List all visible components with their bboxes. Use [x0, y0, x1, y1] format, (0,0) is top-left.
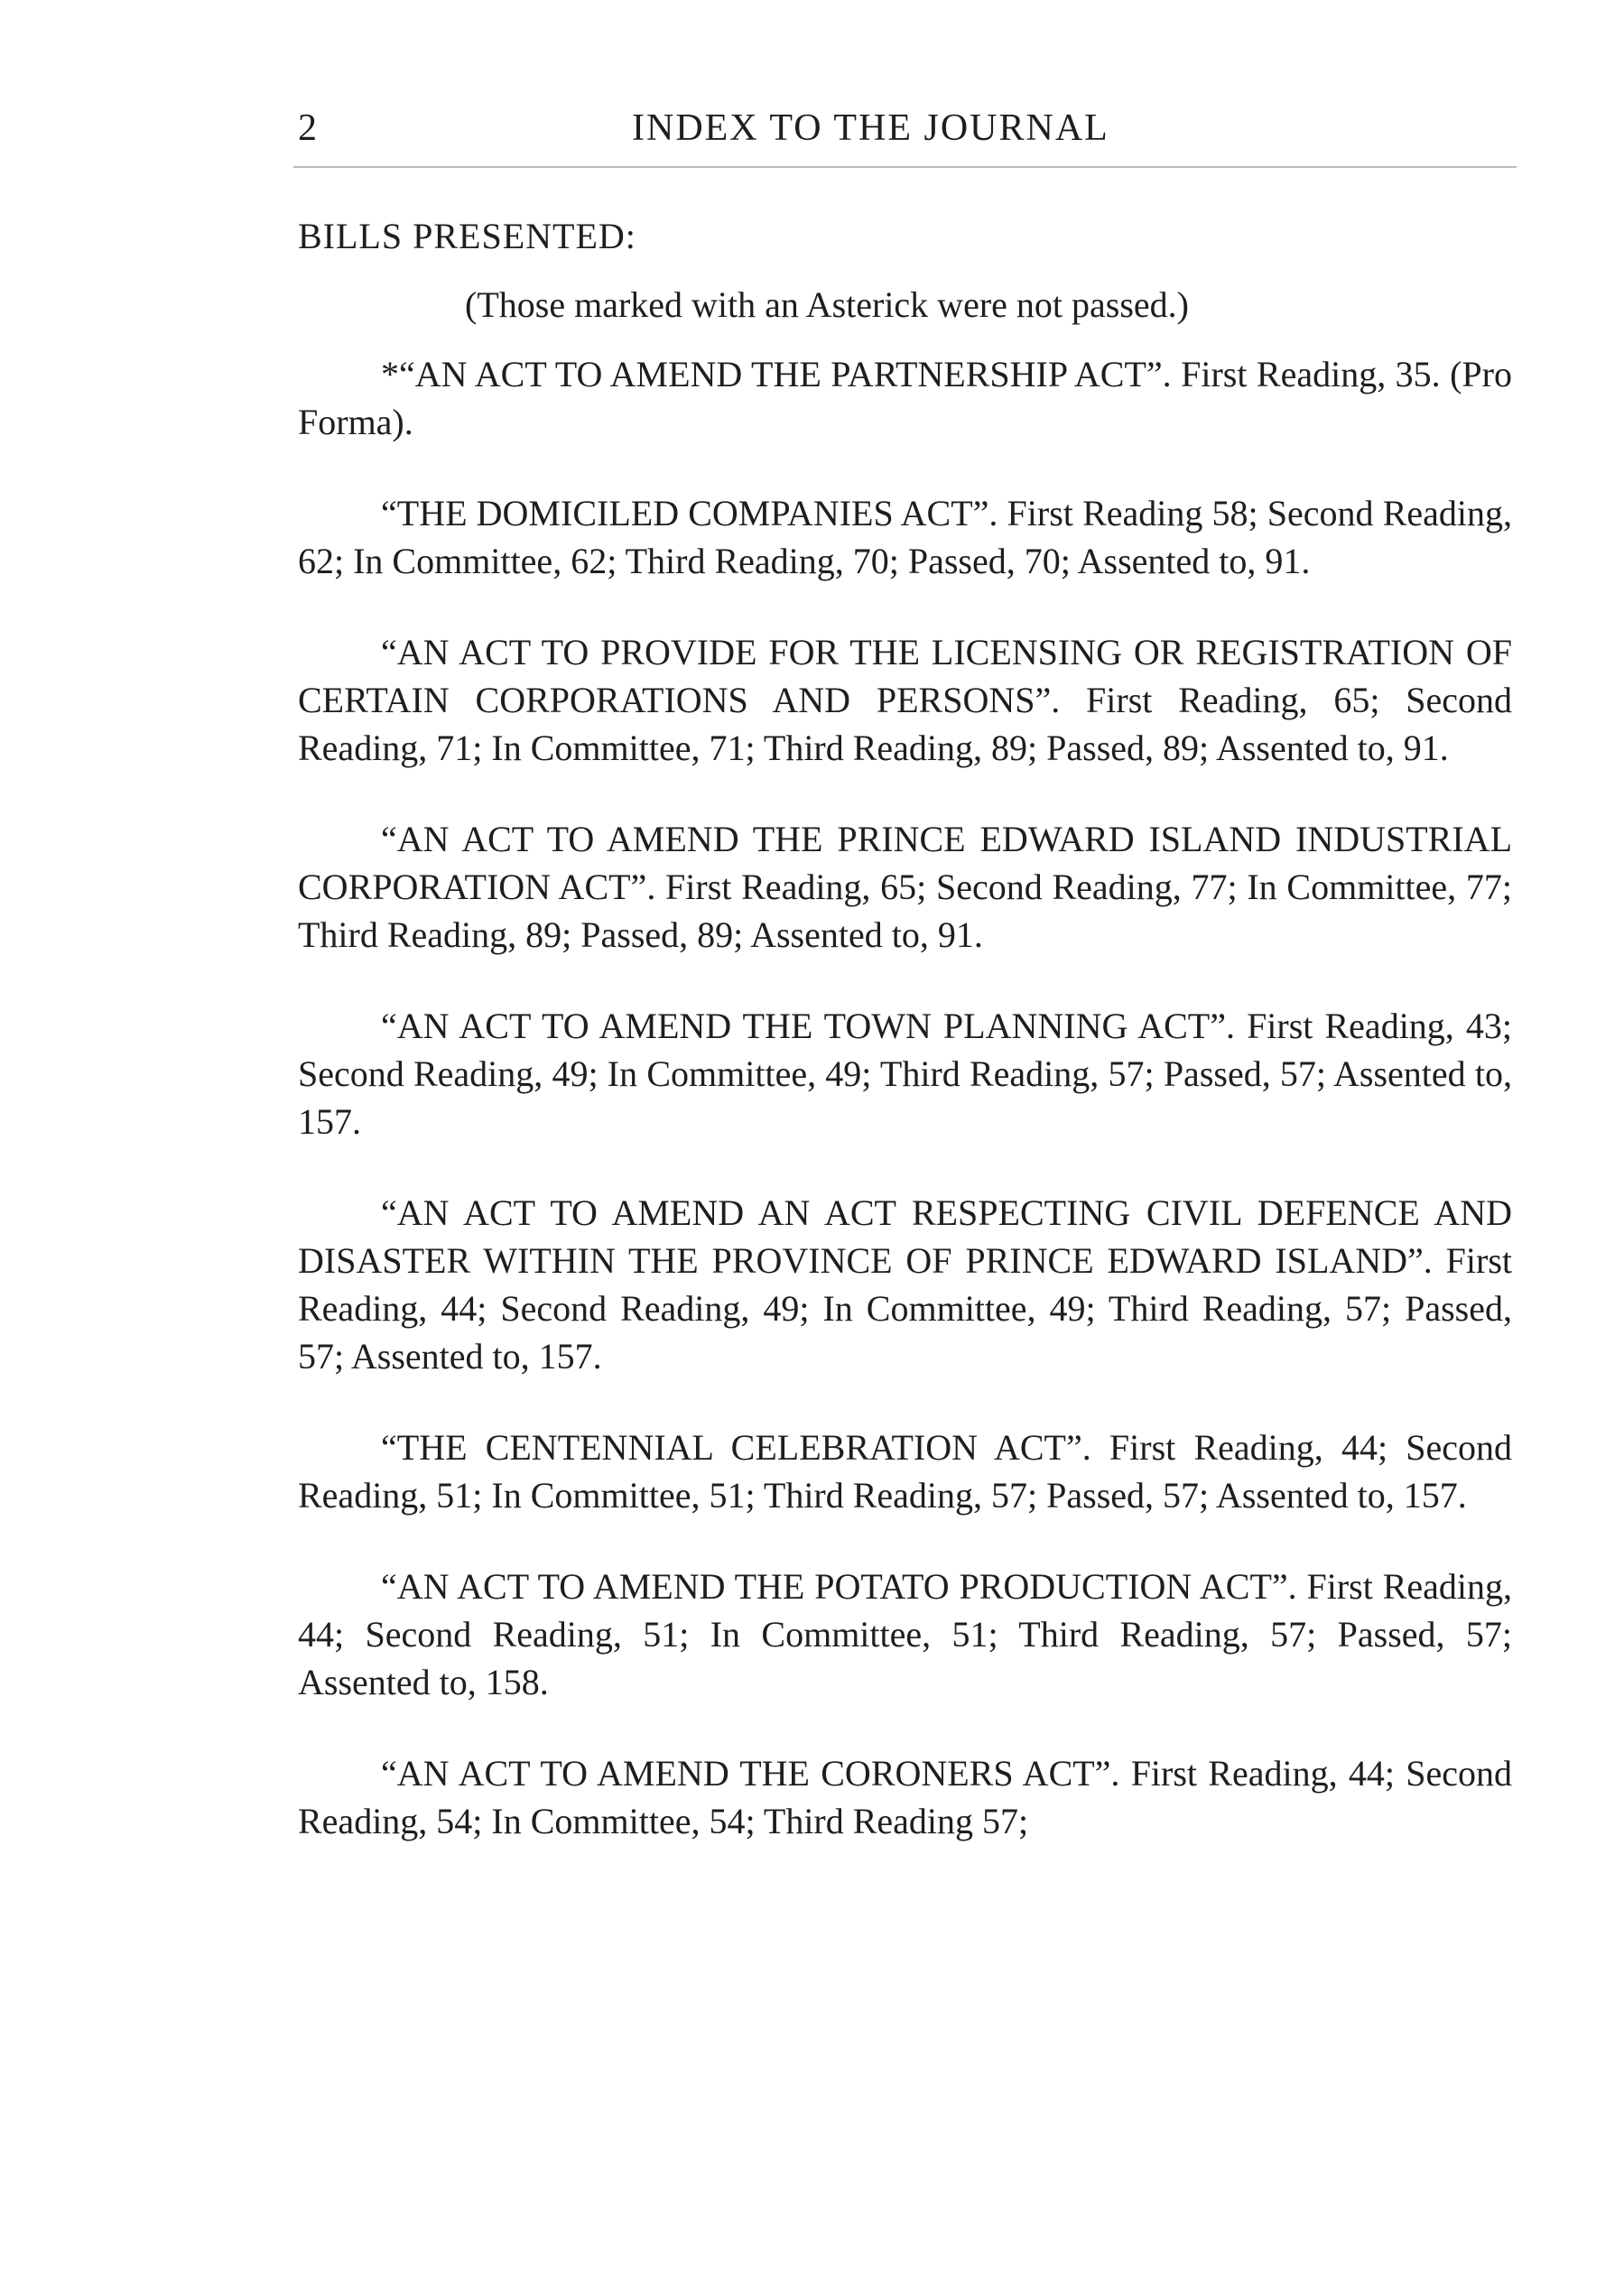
bill-entry: “THE DOMICILED COMPANIES ACT”. First Reading 58; Second Reading, 62; In Committee, 62; Third Reading, 70; Passed, 70; Assented to, 91. — [298, 493, 1512, 581]
bill-entry: *“AN ACT TO AMEND THE PARTNERSHIP ACT”. First Reading, 35. (Pro Forma). — [298, 354, 1512, 442]
bill-entry: “AN ACT TO AMEND THE POTATO PRODUCTION ACT”. First Reading, 44; Second Reading, 51; In Committee, 51; Third Reading, 57; Passed, 57; Assented to, 158. — [298, 1566, 1512, 1702]
bill-entry: “AN ACT TO AMEND THE CORONERS ACT”. First Reading, 44; Second Reading, 54; In Committee, 54; Third Reading 57; — [298, 1753, 1512, 1841]
running-title: INDEX TO THE JOURNAL — [632, 107, 1109, 149]
bill-entry: “THE CENTENNIAL CELEBRATION ACT”. First Reading, 44; Second Reading, 51; In Committee, 51; Third Reading, 57; Passed, 57; Assented to, 157. — [298, 1427, 1512, 1516]
page-header — [298, 101, 1512, 155]
bill-entry: “AN ACT TO AMEND THE PRINCE EDWARD ISLAND INDUSTRIAL CORPORATION ACT”. First Reading, 65; Second Reading, 77; In Committee, 77; Third Reading, 89; Passed, 89; Assented to, 91. — [298, 819, 1512, 955]
bill-entry: “AN ACT TO AMEND AN ACT RESPECTING CIVIL DEFENCE AND DISASTER WITHIN THE PROVINCE OF PRINCE EDWARD ISLAND”. First Reading, 44; Second Reading, 49; In Committee, 49; Third Reading, 57; Passed, 57; Assented to, 157. — [298, 1192, 1512, 1377]
page-number: 2 — [298, 107, 317, 149]
bill-entry: “AN ACT TO AMEND THE TOWN PLANNING ACT”. First Reading, 43; Second Reading, 49; In Committee, 49; Third Reading, 57; Passed, 57; Assented to, 157. — [298, 1006, 1512, 1142]
header-rule — [293, 166, 1517, 168]
section-heading: BILLS PRESENTED: — [298, 216, 636, 256]
bill-entries — [298, 350, 1512, 1845]
section-note: (Those marked with an Asterick were not passed.) — [465, 284, 1189, 325]
bill-entry: “AN ACT TO PROVIDE FOR THE LICENSING OR REGISTRATION OF CERTAIN CORPORATIONS AND PERSONS”. First Reading, 65; Second Reading, 71; In Committee, 71; Third Reading, 89; Passed, 89; Assented to, 91. — [298, 632, 1512, 768]
